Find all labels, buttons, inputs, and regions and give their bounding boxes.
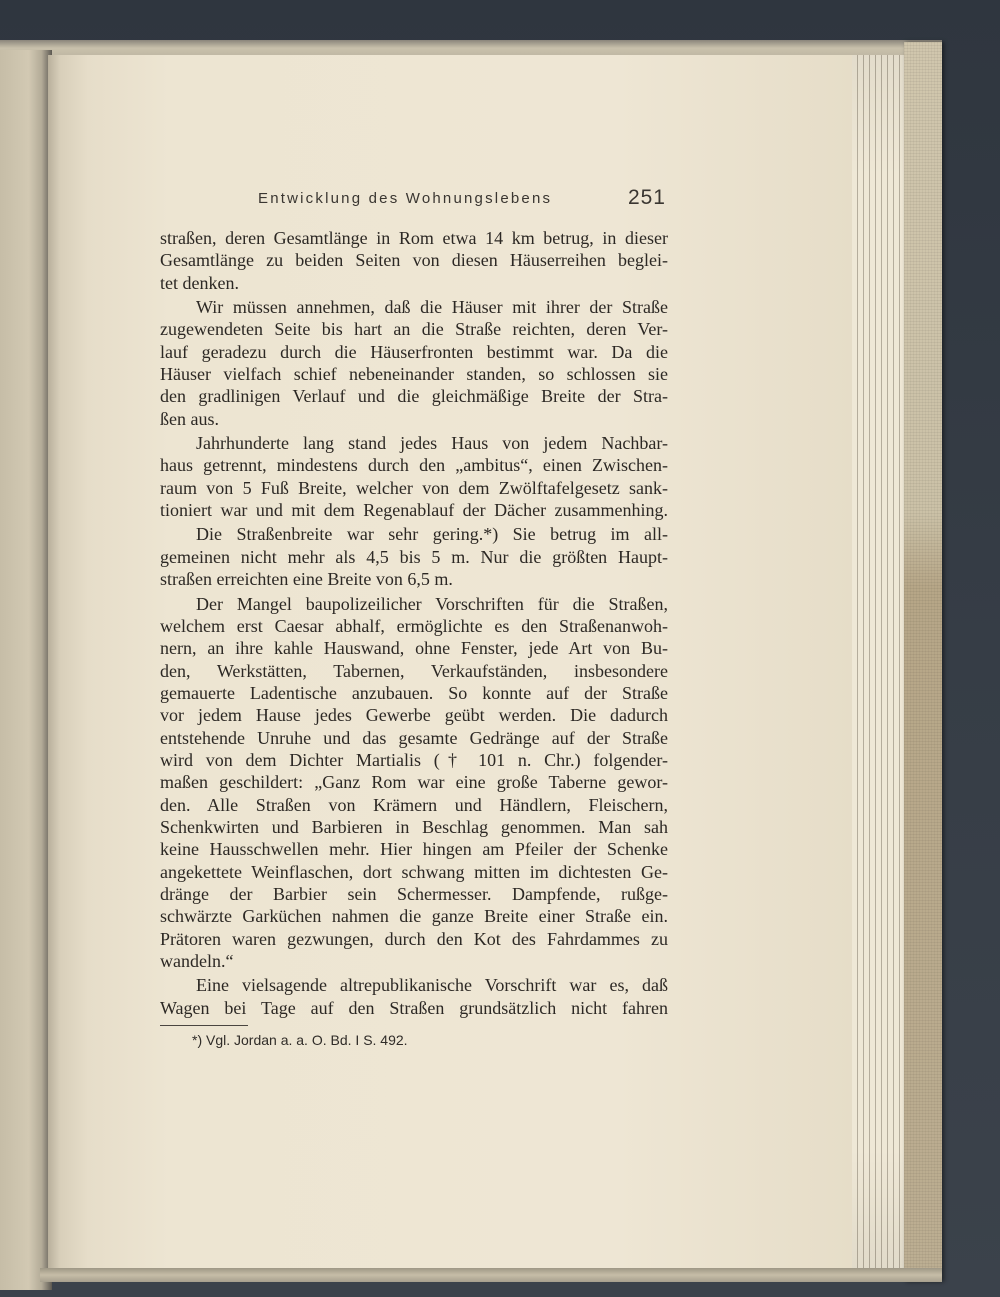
running-title: Entwicklung des Wohnungslebens	[258, 190, 553, 207]
text-line: zugewendeten Seite bis hart an die Straße reichten, deren Ver-	[160, 319, 668, 340]
text-line: Schenkwirten und Barbieren in Beschlag genommen. Man sah	[160, 816, 668, 837]
text-line: den gradlinigen Verlauf und die gleichmäßige Breite der Stra-	[160, 386, 668, 407]
text-line: nern, an ihre kahle Hauswand, ohne Fenster, jede Art von Bu-	[160, 638, 668, 659]
text-line: maßen geschildert: „Ganz Rom war eine große Taberne gewor-	[160, 772, 668, 793]
paragraph	[160, 593, 668, 973]
text-line: dränge der Barbier sein Schermesser. Dampfende, rußge-	[160, 883, 668, 904]
text-line: Wagen bei Tage auf den Straßen grundsätzlich nicht fahren	[160, 997, 668, 1018]
text-line: Eine vielsagende altrepublikanische Vorschrift war es, daß	[196, 975, 668, 996]
book-cover-board	[904, 42, 942, 1282]
text-line: keine Hausschwellen mehr. Hier hingen am Pfeiler der Schenke	[160, 839, 668, 860]
text-line: wandeln.“	[160, 951, 234, 971]
page-number: 251	[627, 186, 666, 209]
text-line: den, Werkstätten, Tabernen, Verkaufständen, insbesondere	[160, 660, 668, 681]
text-line: vor jedem Hause jedes Gewerbe geübt werden. Die dadurch	[160, 705, 668, 726]
paragraph	[160, 523, 668, 590]
text-line: entstehende Unruhe und das gesamte Gedränge auf der Straße	[160, 727, 668, 748]
text-line: Wir müssen annehmen, daß die Häuser mit ihrer der Straße	[196, 297, 668, 318]
book-cover-bottom-edge	[40, 1268, 942, 1282]
text-line: Jahrhunderte lang stand jedes Haus von jedem Nachbar-	[196, 433, 668, 454]
text-line: straßen, deren Gesamtlänge in Rom etwa 14 km betrug, in dieser	[160, 228, 668, 248]
text-line: gemauerte Ladentische anzubauen. So konnte auf der Straße	[160, 682, 668, 703]
text-line: raum von 5 Fuß Breite, welcher von dem Zwölftafelgesetz sank-	[160, 477, 668, 498]
paragraph	[160, 974, 668, 1019]
page-stack-edges	[852, 55, 906, 1270]
text-line: schwärzte Garküchen nahmen die ganze Breite einer Straße ein.	[160, 906, 668, 927]
text-line: wird von dem Dichter Martialis († 101 n. Chr.) folgender-	[160, 749, 668, 770]
text-line: gemeinen nicht mehr als 4,5 bis 5 m. Nur die größten Haupt-	[160, 546, 668, 567]
text-line: Häuser vielfach schief nebeneinander standen, so schlossen sie	[160, 364, 668, 385]
text-line: straßen erreichten eine Breite von 6,5 m.	[160, 569, 453, 590]
text-line: lauf geradezu durch die Häuserfronten bestimmt war. Da die	[160, 341, 668, 362]
text-line: Die Straßenbreite war sehr gering.*) Sie betrug im all-	[196, 524, 668, 545]
text-line: Prätoren waren gezwungen, durch den Kot des Fahrdammes zu	[160, 928, 668, 949]
footnote-rule	[160, 1025, 248, 1026]
body-text	[160, 227, 668, 1019]
text-line: tet denken.	[160, 272, 239, 293]
text-line: den. Alle Straßen von Krämern und Händlern, Fleischern,	[160, 794, 668, 815]
running-head	[160, 187, 668, 211]
text-line: haus getrennt, mindestens durch den „ambitus“, einen Zwischen-	[160, 455, 668, 476]
left-page-edge	[0, 50, 52, 1290]
text-line: angekettete Weinflaschen, dort schwang mitten im dichtesten Ge-	[160, 861, 668, 882]
text-line: Gesamtlänge zu beiden Seiten von diesen Häuserreihen beglei-	[160, 250, 668, 271]
paragraph	[160, 296, 668, 430]
text-line: ßen aus.	[160, 408, 219, 429]
paragraph	[160, 227, 668, 294]
footnote: *) Vgl. Jordan a. a. O. Bd. I S. 492.	[192, 1032, 408, 1048]
text-line: tioniert war und mit dem Regenablauf der Dächer zusammenhing.	[160, 500, 668, 521]
text-line: Der Mangel baupolizeilicher Vorschriften für die Straßen,	[196, 593, 668, 614]
paragraph	[160, 432, 668, 521]
text-line: welchem erst Caesar abhalf, ermöglichte es den Straßenanwoh-	[160, 615, 668, 636]
